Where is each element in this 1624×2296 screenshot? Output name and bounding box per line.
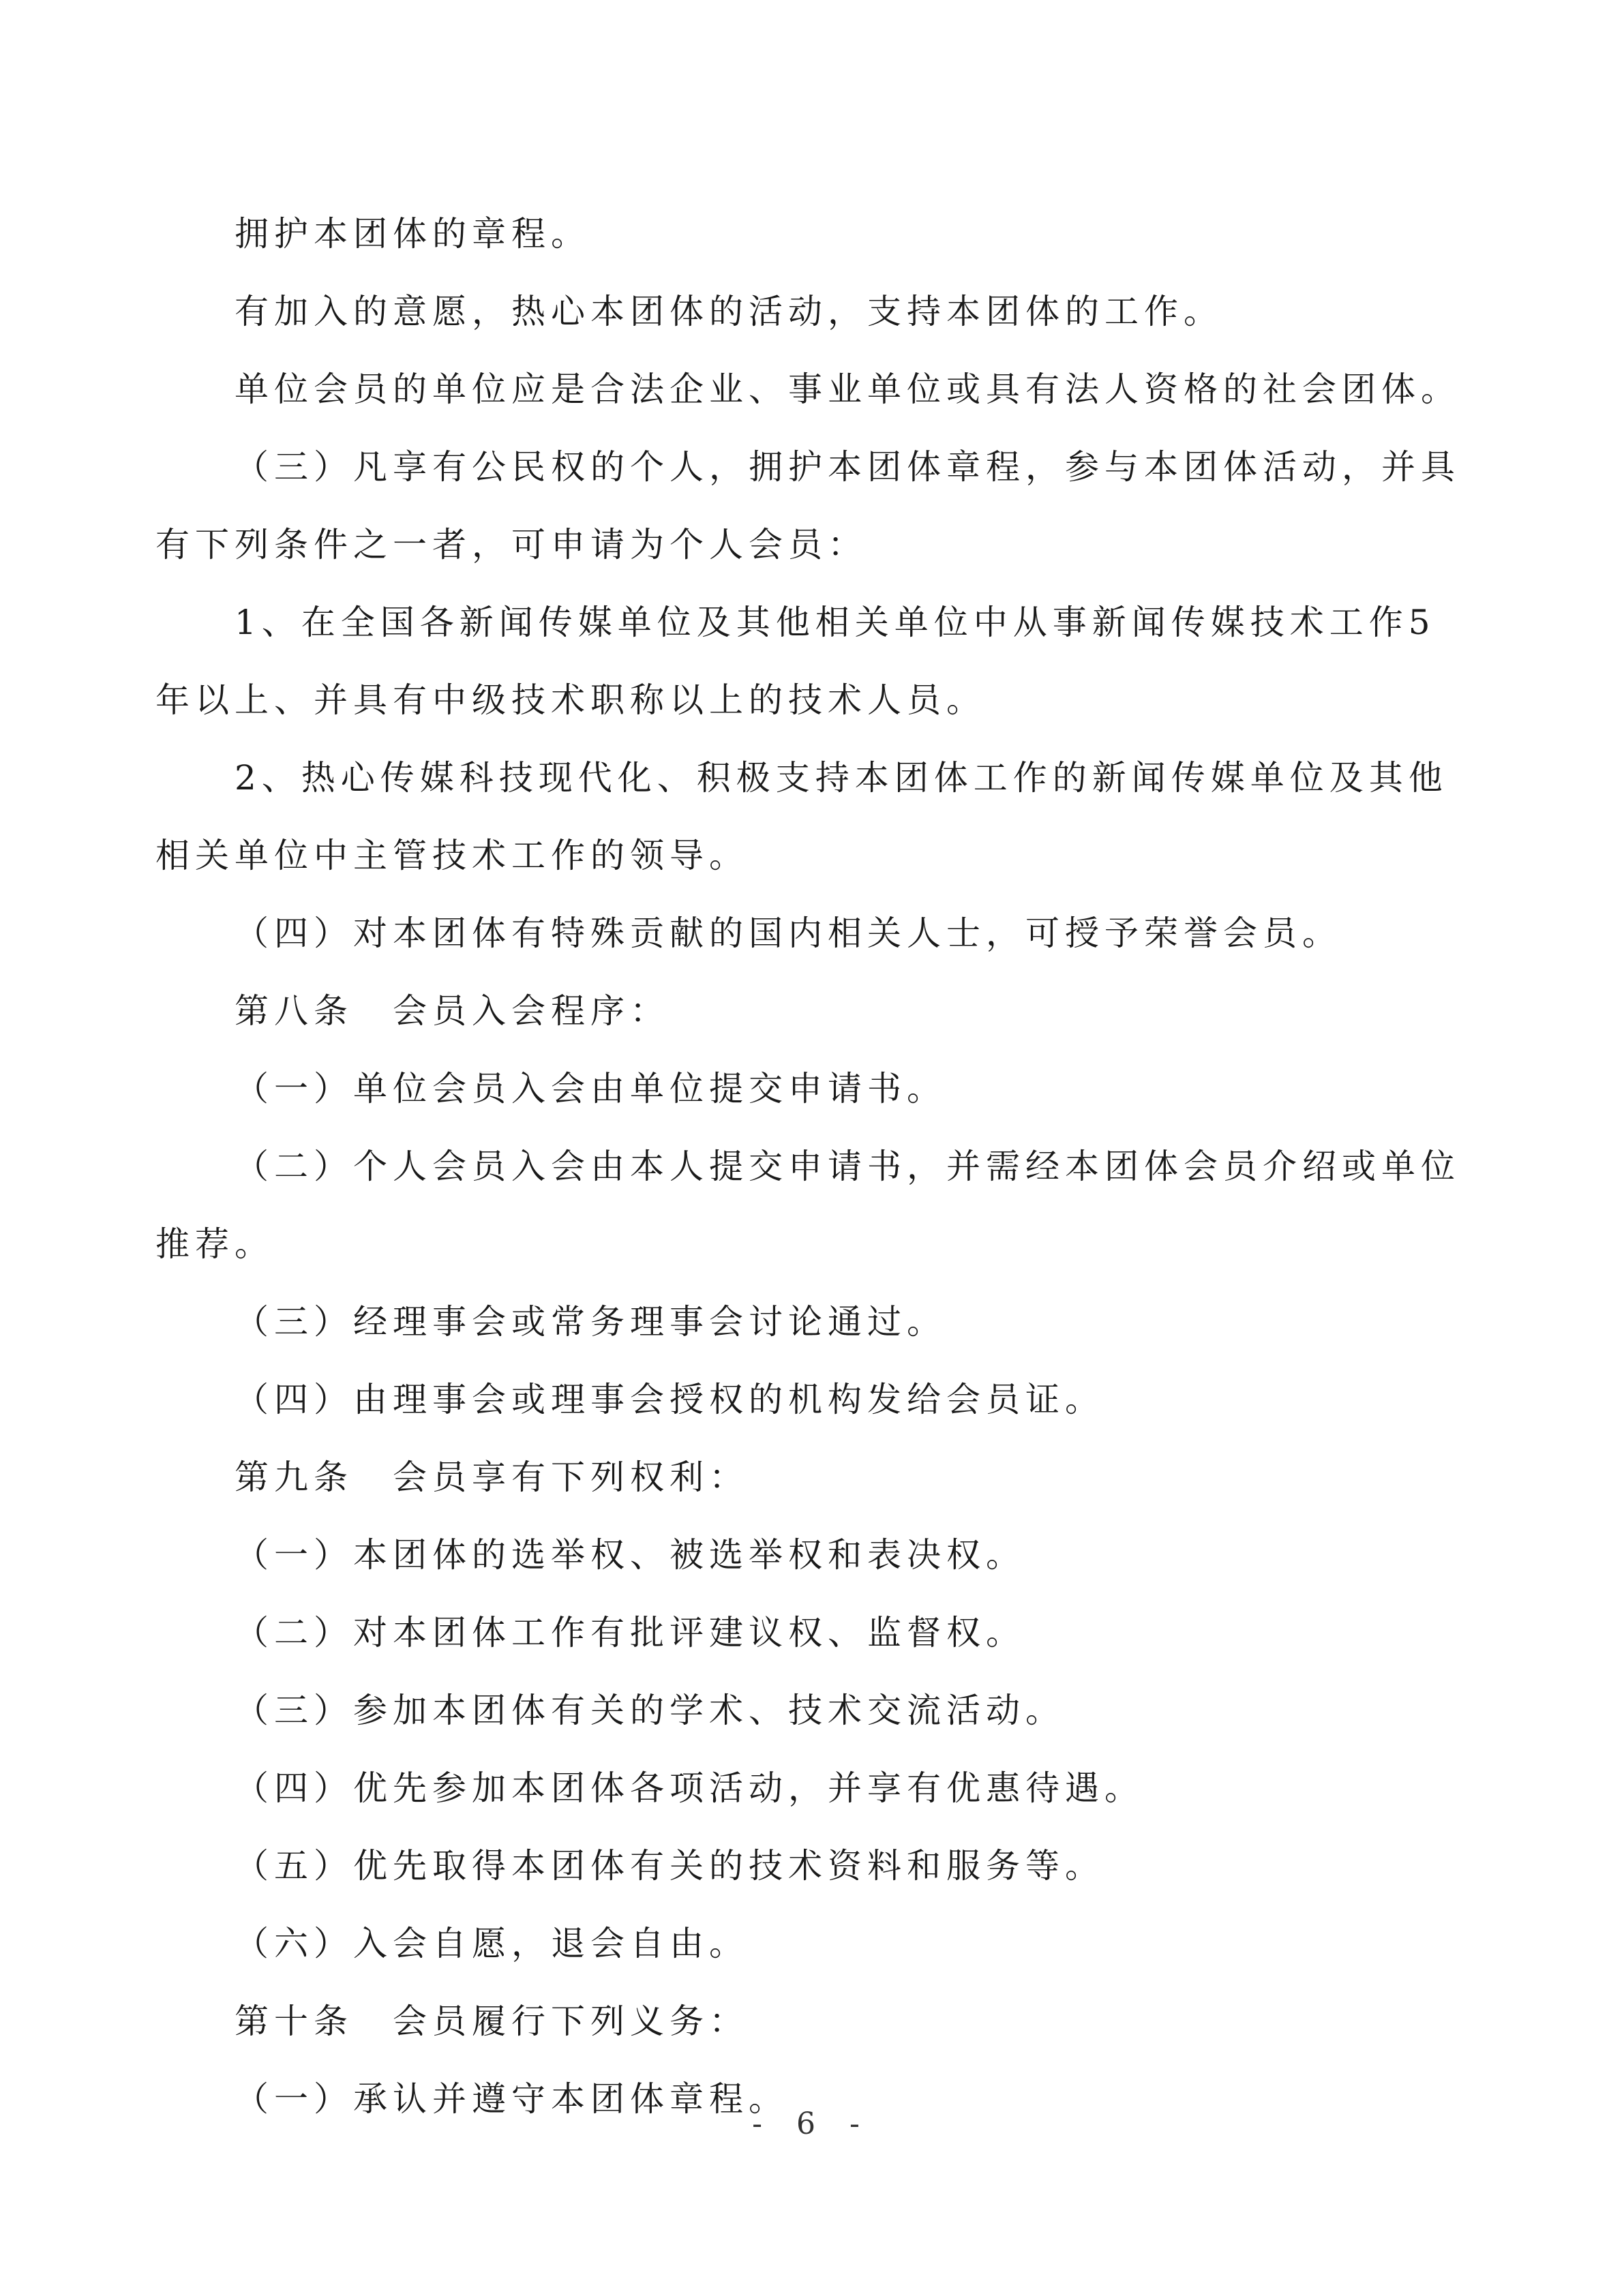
paragraph: （一）单位会员入会由单位提交申请书。 <box>235 1069 946 1108</box>
article-heading: 第十条 会员履行下列义务： <box>235 2002 749 2041</box>
paragraph: （六）入会自愿，退会自由。 <box>235 1924 749 1963</box>
page-number: - 6 - <box>752 2106 872 2141</box>
paragraph: 2、热心传媒科技现代化、积极支持本团体工作的新闻传媒单位及其他相关单位中主管技术工作的领导。 <box>155 758 1448 875</box>
paragraph: 1、在全国各新闻传媒单位及其他相关单位中从事新闻传媒技术工作5年以上、并具有中级技术职称以上的技术人员。 <box>155 603 1436 720</box>
article-heading: 第九条 会员享有下列权利： <box>235 1457 749 1497</box>
paragraph: （五）优先取得本团体有关的技术资料和服务等。 <box>235 1846 1104 1886</box>
document-body <box>155 195 1473 2138</box>
paragraph: （二）对本团体工作有批评建议权、监督权。 <box>235 1613 1025 1652</box>
paragraph: （一）承认并遵守本团体章程。 <box>235 2079 788 2119</box>
paragraph: （二）个人会员入会由本人提交申请书，并需经本团体会员介绍或单位推荐。 <box>155 1147 1460 1264</box>
paragraph: （四）对本团体有特殊贡献的国内相关人士，可授予荣誉会员。 <box>235 913 1342 953</box>
paragraph: （四）优先参加本团体各项活动，并享有优惠待遇。 <box>235 1768 1144 1808</box>
paragraph: 有加入的意愿，热心本团体的活动，支持本团体的工作。 <box>235 292 1223 331</box>
article-heading: 第八条 会员入会程序： <box>235 991 670 1031</box>
paragraph: 单位会员的单位应是合法企业、事业单位或具有法人资格的社会团体。 <box>235 369 1460 409</box>
paragraph: （三）凡享有公民权的个人，拥护本团体章程，参与本团体活动，并具有下列条件之一者，可申请为个人会员： <box>155 447 1460 564</box>
paragraph: 拥护本团体的章程。 <box>235 214 590 254</box>
paragraph: （四）由理事会或理事会授权的机构发给会员证。 <box>235 1380 1104 1419</box>
paragraph: （一）本团体的选举权、被选举权和表决权。 <box>235 1535 1025 1575</box>
paragraph: （三）参加本团体有关的学术、技术交流活动。 <box>235 1691 1065 1730</box>
paragraph: （三）经理事会或常务理事会讨论通过。 <box>235 1302 946 1342</box>
